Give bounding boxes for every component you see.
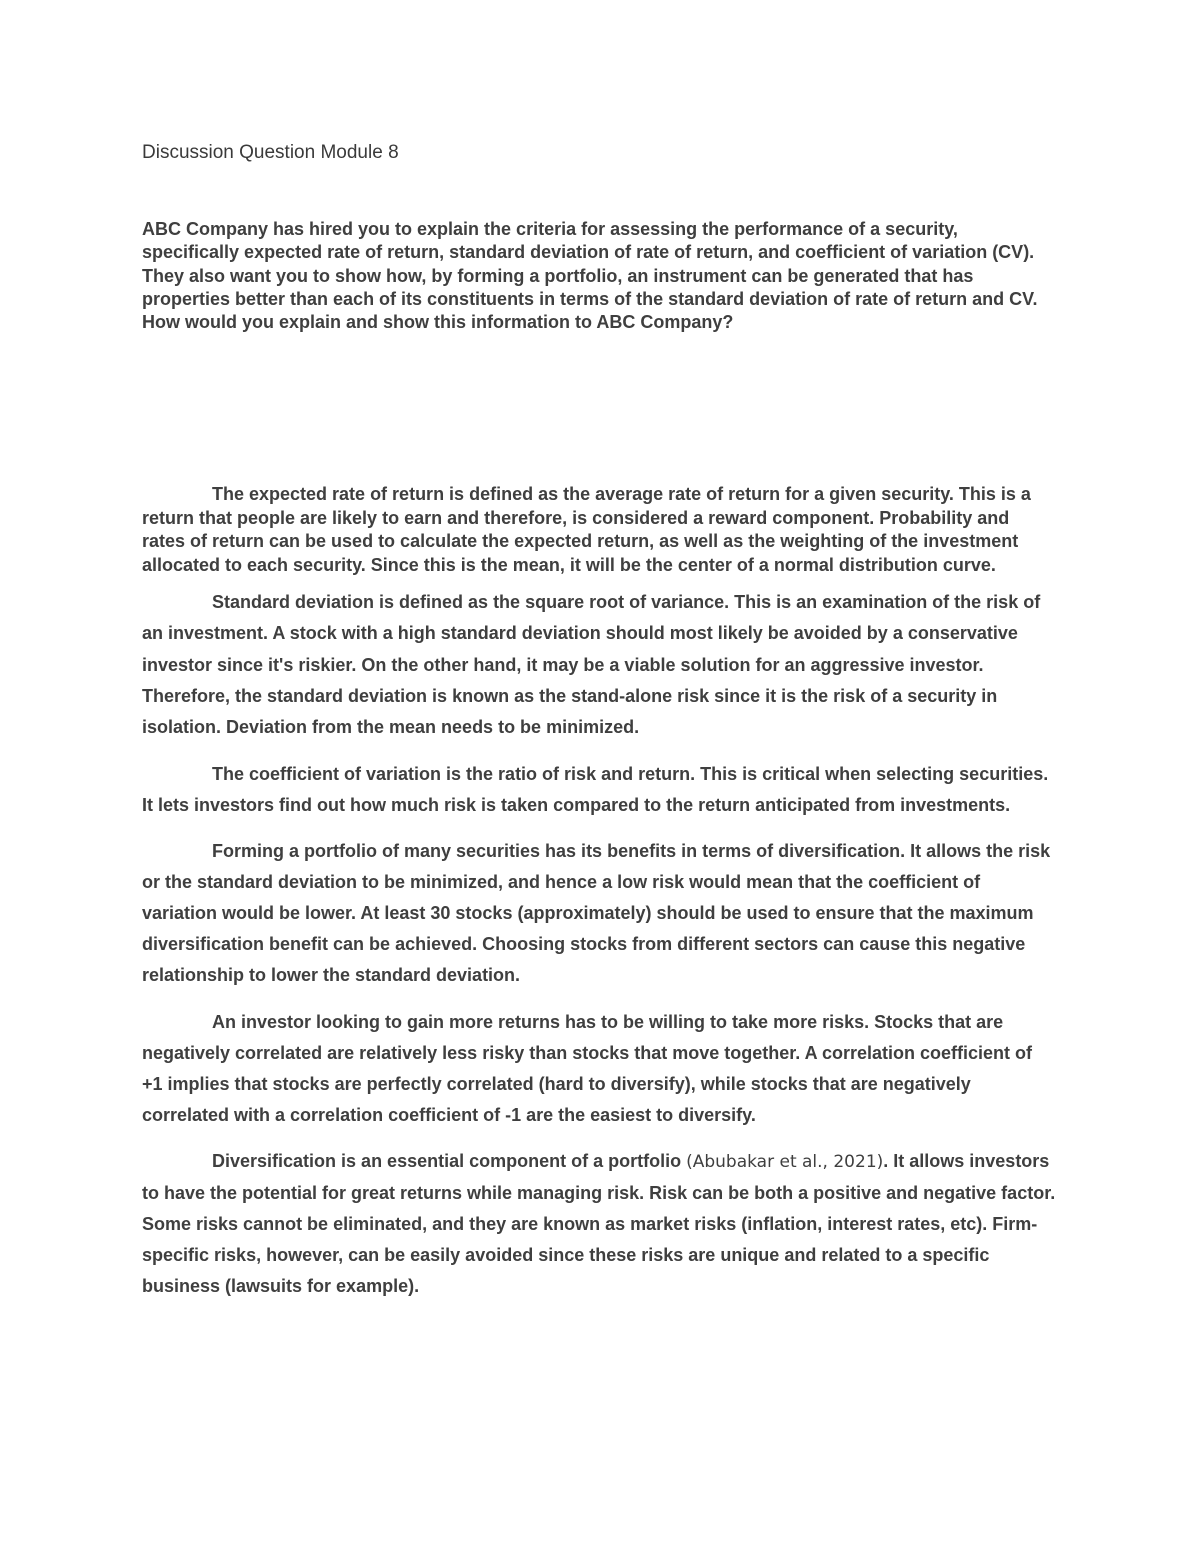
paragraph-coefficient-of-variation: The coefficient of variation is the ratio of risk and return. This is critical when selecting securities. It lets investors find out how much risk is taken compared to the return anticipated from investments. [142, 763, 1049, 815]
paragraph-standard-deviation: Standard deviation is defined as the square root of variance. This is an examination of the risk of an investment. A stock with a high standard deviation should most likely be avoided by a conservative investor since it's riskier. On the other hand, it may be a viable solution for an aggressive investor. Therefore, the standard deviation is known as the stand-alone risk since it is the risk of a security in isolation. Deviation from the mean needs to be minimized. [142, 592, 1041, 737]
paragraph-text-after-citation: . It allows investors to have the potential for great returns while managing risk. Risk can be both a positive and negative factor. Some risks cannot be eliminated, and they are known as market risks (inflation, interest rates, etc). Firm-specific risks, however, can be easily avoided since these risks are unique and related to a specific business (lawsuits for example). [142, 1150, 1056, 1297]
paragraph-diversification-risk [142, 1146, 1057, 1302]
paragraph-correlation: An investor looking to gain more returns has to be willing to take more risks. Stocks that are negatively correlated are relatively less risky than stocks that move together. A correlation coefficient of +1 implies that stocks are perfectly correlated (hard to diversify), while stocks that are negatively correlated with a correlation coefficient of -1 are the easiest to diversify. [142, 1011, 1032, 1125]
discussion-question: ABC Company has hired you to explain the criteria for assessing the performance of a security, specifically expected rate of return, standard deviation of rate of return, and coefficient of variation (CV). They also want you to show how, by forming a portfolio, an instrument can be generated that has properties better than each of its constituents in terms of the standard deviation of rate of return and CV. How would you explain and show this information to ABC Company? [142, 219, 1038, 333]
paragraph-text-before-citation: Diversification is an essential component of a portfolio [212, 1150, 687, 1171]
document-title: Discussion Question Module 8 [142, 142, 399, 163]
citation: (Abubakar et al., 2021) [686, 1151, 884, 1172]
answer-body [142, 483, 1057, 1302]
paragraph-portfolio-diversification: Forming a portfolio of many securities has its benefits in terms of diversification. It allows the risk or the standard deviation to be minimized, and hence a low risk would mean that the coefficient of variation would be lower. At least 30 stocks (approximately) should be used to ensure that the maximum diversification benefit can be achieved. Choosing stocks from different sectors can cause this negative relationship to lower the standard deviation. [142, 841, 1051, 986]
paragraph-expected-return: The expected rate of return is defined as the average rate of return for a given security. This is a return that people are likely to earn and therefore, is considered a reward component. Probability and rates of return can be used to calculate the expected return, as well as the weighting of the investment allocated to each security. Since this is the mean, it will be the center of a normal distribution curve. [142, 484, 1031, 575]
